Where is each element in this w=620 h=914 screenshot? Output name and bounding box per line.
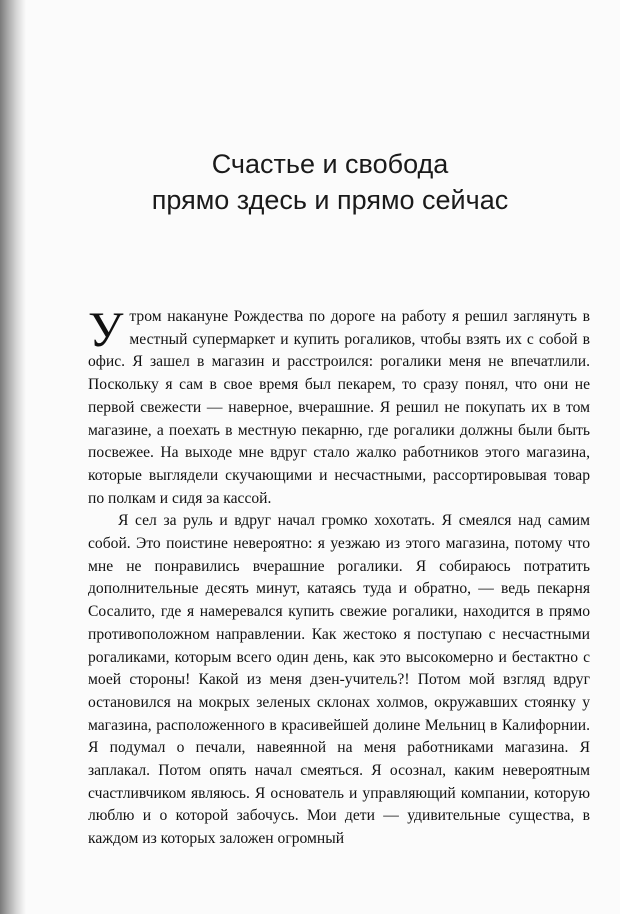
chapter-title-line-1: Счастье и свобода — [211, 149, 449, 179]
drop-cap: У — [88, 301, 124, 357]
body-text — [88, 301, 590, 851]
chapter-title — [120, 146, 540, 218]
spine-shadow — [0, 0, 26, 914]
paragraph-1-text: тром накануне Рождества по дороге на работу я решил заглянуть в местный супермаркет и купить рогаликов, чтобы взять их с собой в офис. Я зашел в магазин и расстроился: рогалики меня не впечатлили. Поскольку я сам в свое время был пекарем, то сразу понял, что они не первой свежести — наверное, вчерашние. Я решил не покупать их в том магазине, а поехать в местную пекарню, где рогалики должны были быть посвежее. На выходе мне вдруг стало жалко работников этого магазина, которые выглядели скучающими и несчастными, рассортировывая товар по полкам и сидя за кассой. — [88, 308, 590, 507]
paragraph-1 — [88, 301, 590, 510]
chapter-title-line-2: прямо здесь и прямо сейчас — [151, 185, 509, 215]
paragraph-2: Я сел за руль и вдруг начал громко хохотать. Я смеялся над самим собой. Это поистине невероятно: я уезжаю из этого магазина, потому что мне не понравились вчерашние рогалики. Я собираюсь потратить дополнительные десять минут, катаясь туда и обратно, — ведь пекарня Сосалито, где я намеревался купить свежие рогалики, находится в прямо противоположном направлении. Как жестоко я поступаю с несчастными рогаликами, которым всего один день, как это высокомерно и бестактно с моей стороны! Какой из меня дзен-учитель?! Потом мой взгляд вдруг остановился на мокрых зеленых склонах холмов, окружавших стоянку у магазина, расположенного в красивейшей долине Мельниц в Калифорнии. Я подумал о печали, навеянной на меня работниками магазина. Я заплакал. Потом опять начал смеяться. Я осознал, каким невероятным счастливчиком являюсь. Я основатель и управляющий компании, которую люблю и о которой забочусь. Мои дети — удивительные существа, в каждом из которых заложен огромный — [88, 512, 590, 848]
